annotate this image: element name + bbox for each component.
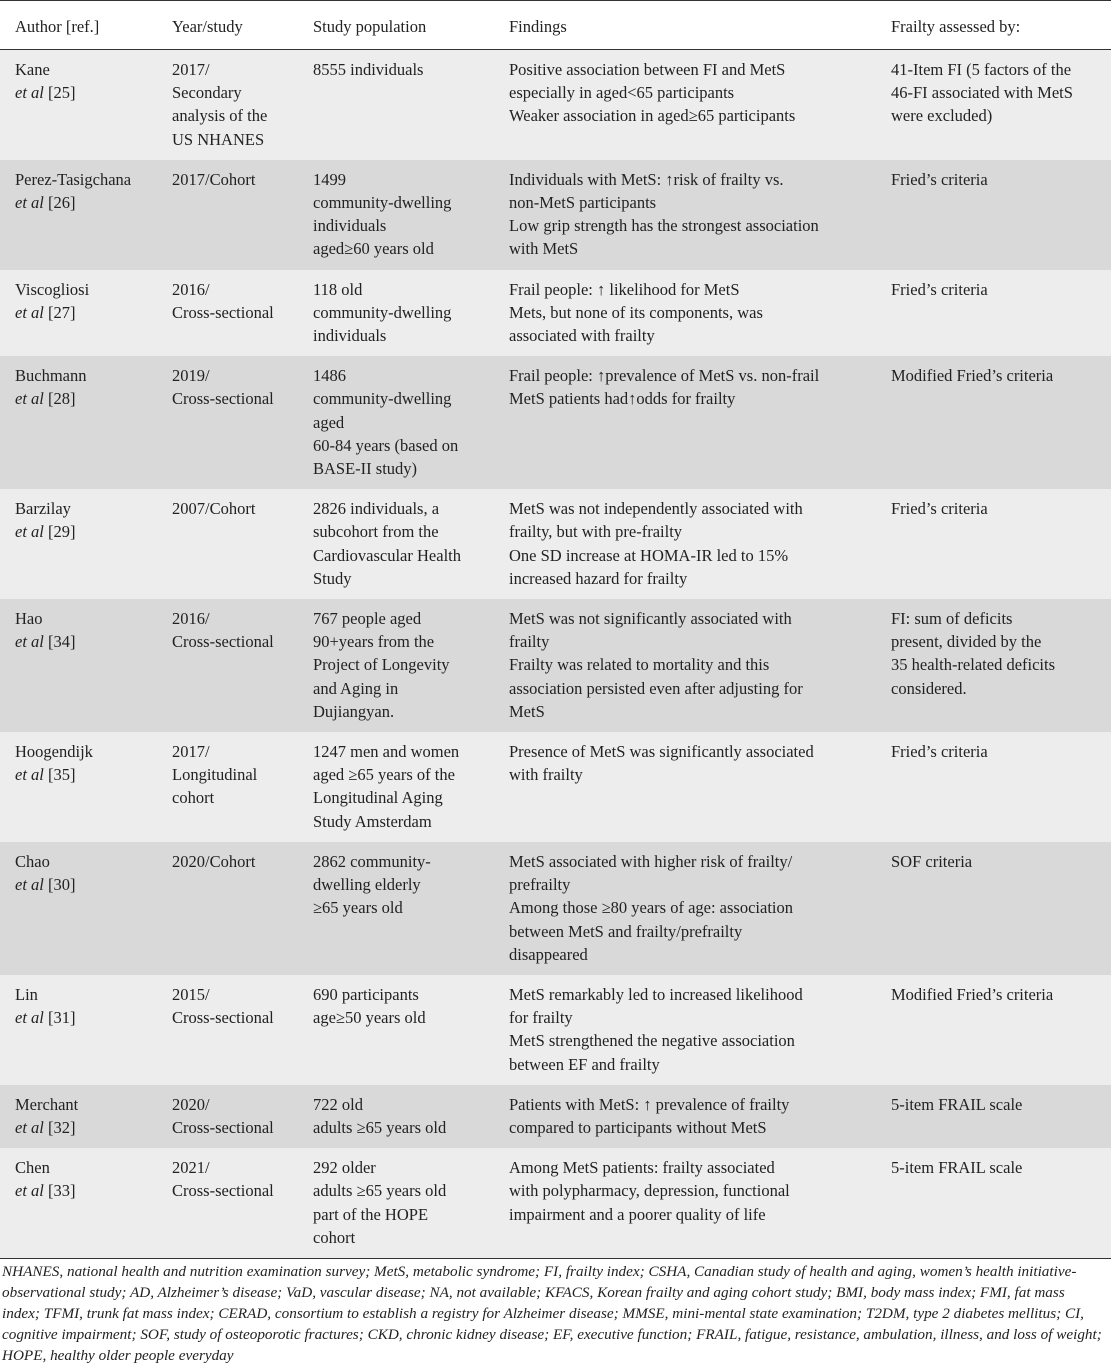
author-name: Hao — [15, 609, 43, 629]
cell-author — [0, 270, 157, 357]
cell-findings — [494, 599, 876, 732]
cell-year-study-line: Cross-sectional — [172, 1008, 274, 1028]
cell-year-study-line: 2020/Cohort — [172, 851, 256, 871]
cell-findings-line: with MetS — [509, 239, 579, 259]
cell-study-population-line: individuals — [313, 216, 387, 236]
cell-study-population — [298, 1085, 494, 1148]
cell-findings-line: prefrailty — [509, 875, 571, 895]
cell-study-population — [298, 1148, 494, 1258]
cell-frailty-assessed — [876, 1085, 1111, 1148]
cell-findings — [494, 160, 876, 270]
header-year-study: Year/study — [157, 1, 298, 50]
author-name: Hoogendijk — [15, 742, 93, 762]
ref-number: 33 — [53, 1181, 70, 1201]
cell-study-population-line: aged≥60 years old — [313, 239, 434, 259]
cell-findings-line: MetS strengthened the negative association — [509, 1031, 795, 1051]
author-name: Chen — [15, 1158, 50, 1178]
cell-study-population-line: Cardiovascular Health — [313, 545, 461, 565]
table-row — [0, 975, 1111, 1085]
header-findings: Findings — [494, 1, 876, 50]
cell-findings — [494, 50, 876, 160]
cell-year-study — [157, 489, 298, 599]
cell-findings — [494, 975, 876, 1085]
cell-frailty-assessed-line: present, divided by the — [891, 632, 1042, 652]
cell-findings-line: Mets, but none of its components, was — [509, 302, 763, 322]
cell-study-population-line: community-dwelling — [313, 389, 452, 409]
cell-findings-line: Weaker association in aged≥65 participants — [509, 106, 796, 126]
ref-number: 29 — [53, 522, 70, 542]
cell-findings-line: compared to participants without MetS — [509, 1117, 767, 1137]
cell-study-population — [298, 975, 494, 1085]
author-ref-line: et al [31] — [15, 1008, 76, 1028]
cell-author — [0, 489, 157, 599]
author-ref-line: et al [26] — [15, 193, 76, 213]
cell-frailty-assessed-line: Modified Fried’s criteria — [891, 984, 1054, 1004]
cell-study-population-line: 1247 men and women — [313, 742, 460, 762]
cell-year-study-line: 2016/ — [172, 609, 210, 629]
table-row — [0, 160, 1111, 270]
cell-findings-line: Individuals with MetS: ↑risk of frailty vs. — [509, 169, 784, 189]
author-ref-line: et al [35] — [15, 765, 76, 785]
cell-year-study-line: Cross-sectional — [172, 302, 274, 322]
cell-findings — [494, 842, 876, 975]
cell-frailty-assessed-line: Fried’s criteria — [891, 279, 988, 299]
cell-study-population-line: Dujiangyan. — [313, 701, 395, 721]
et-al: et al — [15, 389, 44, 409]
cell-author — [0, 50, 157, 160]
cell-study-population-line: Project of Longevity — [313, 655, 450, 675]
cell-study-population-line: dwelling elderly — [313, 875, 421, 895]
cell-frailty-assessed-line: SOF criteria — [891, 851, 973, 871]
cell-frailty-assessed — [876, 975, 1111, 1085]
table-row — [0, 599, 1111, 732]
cell-frailty-assessed-line: Fried’s criteria — [891, 169, 988, 189]
cell-study-population — [298, 50, 494, 160]
cell-year-study-line: 2019/ — [172, 366, 210, 386]
table-row — [0, 50, 1111, 160]
author-name: Barzilay — [15, 499, 71, 519]
cell-study-population — [298, 489, 494, 599]
cell-findings-line: especially in aged<65 participants — [509, 83, 735, 103]
cell-year-study — [157, 1148, 298, 1258]
cell-author — [0, 160, 157, 270]
cell-study-population-line: and Aging in — [313, 678, 399, 698]
cell-frailty-assessed — [876, 160, 1111, 270]
cell-year-study-line: analysis of the — [172, 106, 268, 126]
cell-findings-line: MetS patients had↑odds for frailty — [509, 389, 736, 409]
cell-year-study-line: 2015/ — [172, 984, 210, 1004]
cell-findings-line: non-MetS participants — [509, 193, 657, 213]
table-row — [0, 1148, 1111, 1258]
ref-number: 25 — [53, 83, 70, 103]
cell-study-population — [298, 732, 494, 842]
table-row — [0, 1085, 1111, 1148]
author-name: Kane — [15, 60, 50, 79]
cell-study-population-line: individuals — [313, 326, 387, 346]
cell-findings-line: associated with frailty — [509, 326, 655, 346]
cell-year-study-line: Cross-sectional — [172, 389, 274, 409]
cell-frailty-assessed — [876, 270, 1111, 357]
cell-frailty-assessed-line: 35 health-related deficits — [891, 655, 1056, 675]
cell-study-population — [298, 356, 494, 489]
cell-year-study — [157, 732, 298, 842]
cell-study-population-line: cohort — [313, 1227, 356, 1247]
et-al: et al — [15, 632, 44, 652]
ref-number: 27 — [53, 302, 70, 322]
author-ref-line: et al [25] — [15, 83, 76, 103]
cell-study-population-line: Study — [313, 568, 352, 588]
cell-frailty-assessed-line: 5-item FRAIL scale — [891, 1158, 1023, 1178]
cell-findings-line: frailty — [509, 632, 550, 652]
cell-findings — [494, 1148, 876, 1258]
cell-findings-line: Among those ≥80 years of age: association — [509, 898, 793, 918]
cell-study-population-line: subcohort from the — [313, 522, 439, 542]
cell-study-population-line: 2862 community- — [313, 851, 431, 871]
ref-number: 34 — [53, 632, 70, 652]
cell-year-study-line: 2021/ — [172, 1158, 210, 1178]
cell-findings — [494, 489, 876, 599]
et-al: et al — [15, 522, 44, 542]
cell-findings-line: MetS remarkably led to increased likelihood — [509, 984, 803, 1004]
cell-author — [0, 975, 157, 1085]
cell-study-population-line: 1499 — [313, 169, 346, 189]
cell-year-study-line: US NHANES — [172, 129, 265, 149]
cell-frailty-assessed-line: Fried’s criteria — [891, 499, 988, 519]
ref-number: 26 — [53, 193, 70, 213]
cell-findings-line: between MetS and frailty/prefrailty — [509, 921, 743, 941]
cell-findings-line: impairment and a poorer quality of life — [509, 1204, 766, 1224]
cell-study-population-line: 118 old — [313, 279, 363, 299]
cell-study-population-line: 90+years from the — [313, 632, 435, 652]
cell-findings-line: Patients with MetS: ↑ prevalence of frailty — [509, 1094, 790, 1114]
cell-findings-line: Frail people: ↑prevalence of MetS vs. non-frail — [509, 366, 820, 386]
author-name: Perez-Tasigchana — [15, 169, 132, 189]
cell-findings-line: frailty, but with pre-frailty — [509, 522, 683, 542]
table-row — [0, 270, 1111, 357]
cell-author — [0, 599, 157, 732]
cell-findings — [494, 270, 876, 357]
cell-study-population-line: 690 participants — [313, 984, 419, 1004]
cell-study-population-line: 722 old — [313, 1094, 363, 1114]
cell-year-study — [157, 356, 298, 489]
cell-study-population-line: age≥50 years old — [313, 1008, 426, 1028]
ref-number: 35 — [53, 765, 70, 785]
cell-author — [0, 842, 157, 975]
table-footnote: NHANES, national health and nutrition examination survey; MetS, metabolic syndrome; FI, frailty index; CSHA, Canadian study of health and aging, women’s health initiative-observational study; AD, Alzheimer’s disease; VaD, vascular disease; NA, not available; KFACS, Korean frailty and aging cohort study; BMI, body mass index; FMI, fat mass index; TFMI, trunk fat mass index; CERAD, consortium to establish a registry for Alzheimer disease; MMSE, mini-mental state examination; T2DM, type 2 diabetes mellitus; CI, cognitive impairment; SOF, study of osteoporotic fractures; CKD, chronic kidney disease; EF, executive function; FRAIL, fatigue, resistance, ambulation, illness, and loss of weight; HOPE, healthy older people everyday — [2, 1262, 1102, 1364]
cell-year-study — [157, 1085, 298, 1148]
cell-study-population-line: adults ≥65 years old — [313, 1117, 447, 1137]
author-ref-line: et al [28] — [15, 389, 76, 409]
cell-frailty-assessed — [876, 1148, 1111, 1258]
cell-study-population — [298, 270, 494, 357]
cell-findings-line: MetS associated with higher risk of frailty/ — [509, 851, 793, 871]
cell-study-population — [298, 599, 494, 732]
cell-study-population-line: aged — [313, 412, 345, 432]
cell-findings-line: disappeared — [509, 944, 588, 964]
cell-study-population-line: aged ≥65 years of the — [313, 765, 455, 785]
cell-study-population-line: community-dwelling — [313, 302, 452, 322]
cell-year-study-line: Secondary — [172, 83, 242, 103]
cell-frailty-assessed-line: 5-item FRAIL scale — [891, 1094, 1023, 1114]
cell-study-population-line: 1486 — [313, 366, 346, 386]
cell-findings-line: Among MetS patients: frailty associated — [509, 1158, 775, 1178]
cell-findings-line: with frailty — [509, 765, 583, 785]
cell-findings-line: between EF and frailty — [509, 1054, 660, 1074]
ref-number: 31 — [53, 1008, 70, 1028]
author-ref-line: et al [33] — [15, 1181, 76, 1201]
cell-findings — [494, 1085, 876, 1148]
author-name: Buchmann — [15, 366, 87, 386]
cell-study-population-line: Study Amsterdam — [313, 811, 432, 831]
cell-frailty-assessed — [876, 599, 1111, 732]
cell-year-study-line: cohort — [172, 788, 215, 808]
cell-year-study — [157, 160, 298, 270]
author-name: Lin — [15, 984, 38, 1004]
et-al: et al — [15, 1008, 44, 1028]
header-author: Author [ref.] — [0, 1, 157, 50]
cell-findings-line: Frailty was related to mortality and this — [509, 655, 770, 675]
table-row — [0, 489, 1111, 599]
cell-findings-line: association persisted even after adjusting for — [509, 678, 803, 698]
header-frailty-assessed: Frailty assessed by: — [876, 1, 1111, 50]
cell-author — [0, 1085, 157, 1148]
cell-findings-line: Positive association between FI and MetS — [509, 60, 786, 79]
cell-findings-line: Frail people: ↑ likelihood for MetS — [509, 279, 740, 299]
ref-number: 30 — [53, 875, 70, 895]
cell-frailty-assessed-line: Fried’s criteria — [891, 742, 988, 762]
et-al: et al — [15, 1181, 44, 1201]
et-al: et al — [15, 302, 44, 322]
cell-study-population — [298, 160, 494, 270]
cell-year-study-line: 2007/Cohort — [172, 499, 256, 519]
cell-study-population-line: community-dwelling — [313, 193, 452, 213]
header-study-population: Study population — [298, 1, 494, 50]
author-name: Viscogliosi — [15, 279, 90, 299]
cell-year-study-line: 2016/ — [172, 279, 210, 299]
author-name: Chao — [15, 851, 50, 871]
cell-study-population-line: Longitudinal Aging — [313, 788, 443, 808]
table-body — [0, 50, 1111, 1259]
cell-findings-line: One SD increase at HOMA-IR led to 15% — [509, 545, 789, 565]
table-header — [0, 1, 1111, 50]
author-ref-line: et al [27] — [15, 302, 76, 322]
cell-year-study-line: 2020/ — [172, 1094, 210, 1114]
cell-study-population-line: BASE-II study) — [313, 459, 418, 479]
cell-findings — [494, 732, 876, 842]
cell-frailty-assessed-line: considered. — [891, 678, 967, 698]
cell-study-population-line: 60-84 years (based on — [313, 435, 459, 455]
cell-study-population-line: 292 older — [313, 1158, 376, 1178]
table-row — [0, 842, 1111, 975]
cell-year-study-line: Longitudinal — [172, 765, 258, 785]
cell-year-study — [157, 842, 298, 975]
cell-findings-line: Presence of MetS was significantly associated — [509, 742, 814, 762]
et-al: et al — [15, 193, 44, 213]
cell-year-study — [157, 270, 298, 357]
cell-frailty-assessed — [876, 732, 1111, 842]
cell-year-study-line: 2017/ — [172, 60, 210, 79]
cell-study-population-line: adults ≥65 years old — [313, 1181, 447, 1201]
cell-frailty-assessed — [876, 842, 1111, 975]
cell-findings — [494, 356, 876, 489]
cell-findings-line: increased hazard for frailty — [509, 568, 688, 588]
table-row — [0, 732, 1111, 842]
cell-year-study-line: 2017/ — [172, 742, 210, 762]
cell-year-study — [157, 975, 298, 1085]
et-al: et al — [15, 765, 44, 785]
et-al: et al — [15, 875, 44, 895]
cell-frailty-assessed-line: 41-Item FI (5 factors of the — [891, 60, 1072, 79]
cell-author — [0, 1148, 157, 1258]
cell-year-study-line: Cross-sectional — [172, 1181, 274, 1201]
cell-frailty-assessed — [876, 356, 1111, 489]
et-al: et al — [15, 1117, 44, 1137]
cell-findings-line: MetS was not independently associated with — [509, 499, 803, 519]
cell-study-population-line: 2826 individuals, a — [313, 499, 440, 519]
cell-study-population — [298, 842, 494, 975]
cell-frailty-assessed — [876, 489, 1111, 599]
cell-frailty-assessed — [876, 50, 1111, 160]
cell-year-study-line: Cross-sectional — [172, 1117, 274, 1137]
cell-findings-line: MetS was not significantly associated with — [509, 609, 792, 629]
author-ref-line: et al [34] — [15, 632, 76, 652]
cell-year-study — [157, 599, 298, 732]
cell-findings-line: MetS — [509, 701, 545, 721]
cell-frailty-assessed-line: Modified Fried’s criteria — [891, 366, 1054, 386]
author-ref-line: et al [29] — [15, 522, 76, 542]
et-al: et al — [15, 83, 44, 103]
cell-author — [0, 356, 157, 489]
cell-study-population-line: part of the HOPE — [313, 1204, 429, 1224]
ref-number: 28 — [53, 389, 70, 409]
cell-year-study-line: Cross-sectional — [172, 632, 274, 652]
cell-findings-line: with polypharmacy, depression, functional — [509, 1181, 790, 1201]
cell-findings-line: Low grip strength has the strongest association — [509, 216, 819, 236]
cell-frailty-assessed-line: were excluded) — [891, 106, 993, 126]
cell-frailty-assessed-line: 46-FI associated with MetS — [891, 83, 1073, 103]
cell-author — [0, 732, 157, 842]
author-ref-line: et al [30] — [15, 875, 76, 895]
table-row — [0, 356, 1111, 489]
author-ref-line: et al [32] — [15, 1117, 76, 1137]
author-name: Merchant — [15, 1094, 79, 1114]
cell-year-study — [157, 50, 298, 160]
ref-number: 32 — [53, 1117, 70, 1137]
cell-study-population-line: ≥65 years old — [313, 898, 403, 918]
cell-study-population-line: 767 people aged — [313, 609, 422, 629]
cell-findings-line: for frailty — [509, 1008, 573, 1028]
cell-frailty-assessed-line: FI: sum of deficits — [891, 609, 1013, 629]
cell-year-study-line: 2017/Cohort — [172, 169, 256, 189]
cell-study-population-line: 8555 individuals — [313, 60, 424, 79]
